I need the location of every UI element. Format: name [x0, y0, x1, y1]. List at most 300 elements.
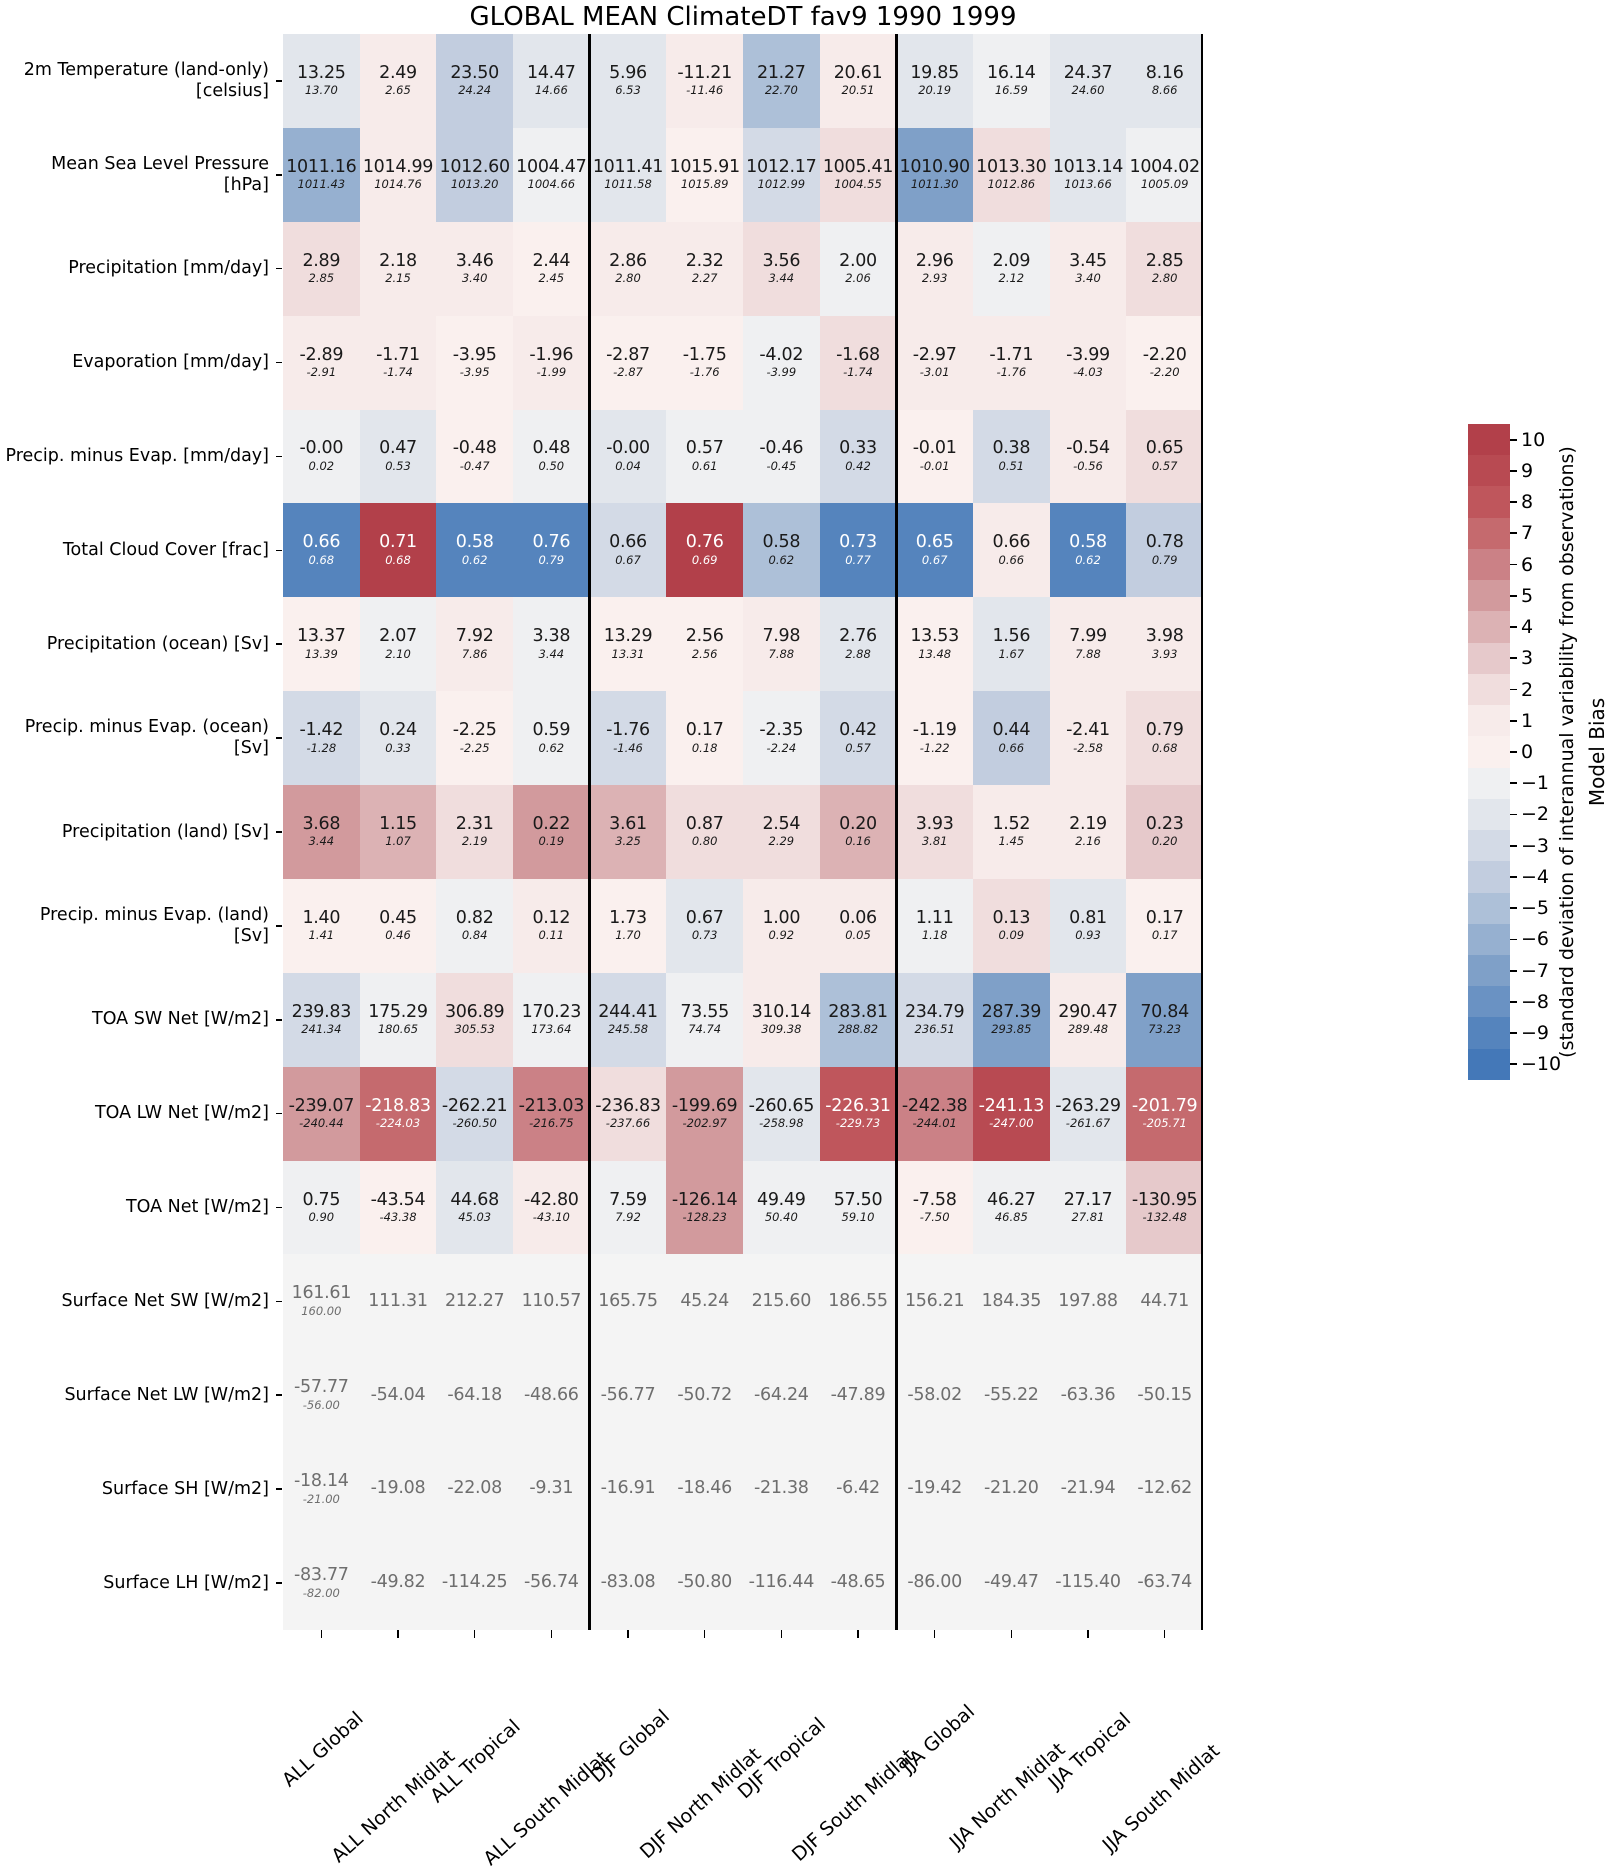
- cell-model-value: -130.95: [1131, 1189, 1198, 1210]
- cell-observation-value: -1.76: [996, 365, 1027, 380]
- cell-model-value: 0.58: [1069, 532, 1107, 553]
- colorbar-segment: [1468, 986, 1510, 1017]
- row-tick: [276, 503, 283, 597]
- cell-model-value: -50.80: [677, 1572, 732, 1593]
- x-tick: [781, 1630, 783, 1638]
- colorbar-tick-label: −10: [1521, 1053, 1562, 1076]
- heatmap-cell: [820, 1161, 897, 1255]
- cell-model-value: 0.87: [685, 813, 724, 834]
- heatmap-cell: [1126, 1348, 1203, 1442]
- row-label-line: Precip. minus Evap. [mm/day]: [5, 446, 269, 467]
- heatmap-cell: [743, 691, 820, 785]
- cell-observation-value: 0.84: [461, 928, 488, 943]
- cell-observation-value: -202.97: [682, 1116, 727, 1131]
- cell-observation-value: 3.44: [768, 271, 795, 286]
- heatmap-cell: [1126, 1254, 1203, 1348]
- heatmap-cell: [513, 1067, 590, 1161]
- cell-observation-value: 0.57: [1151, 458, 1178, 473]
- cell-model-value: 0.66: [609, 532, 647, 553]
- heatmap-cell: [360, 1348, 437, 1442]
- row-label-line: Surface Net LW [W/m2]: [64, 1384, 269, 1405]
- cell-model-value: -64.24: [754, 1384, 809, 1405]
- cell-model-value: 0.20: [839, 813, 877, 834]
- cell-observation-value: -56.00: [302, 1397, 340, 1412]
- heatmap-cell: [513, 1348, 590, 1442]
- cell-model-value: 1011.41: [592, 156, 664, 177]
- cell-model-value: -3.99: [1066, 344, 1110, 365]
- heatmap-cell: [666, 1254, 743, 1348]
- heatmap-cell: [896, 1536, 973, 1630]
- cell-observation-value: 0.50: [538, 458, 565, 473]
- heatmap-cell: [360, 34, 437, 128]
- heatmap-cell: [436, 1536, 513, 1630]
- colorbar-segment: [1468, 674, 1510, 705]
- cell-model-value: -63.36: [1060, 1384, 1116, 1405]
- heatmap-cell: [513, 316, 590, 410]
- colorbar-segment: [1468, 893, 1510, 924]
- cell-observation-value: 0.68: [308, 552, 335, 567]
- cell-observation-value: 6.53: [615, 83, 641, 98]
- cell-model-value: 1.52: [992, 813, 1031, 834]
- heatmap-cell: [360, 128, 437, 222]
- colorbar-tick: [1510, 1063, 1517, 1065]
- cell-observation-value: 309.38: [761, 1022, 802, 1037]
- cell-model-value: 2.32: [685, 250, 724, 271]
- row-label: [0, 1348, 276, 1442]
- heatmap-cell: [1126, 597, 1203, 691]
- heatmap-cell: [1050, 222, 1127, 316]
- heatmap-cell: [436, 222, 513, 316]
- colorbar-title: [1556, 424, 1609, 1080]
- heatmap-cell: [820, 410, 897, 504]
- cell-observation-value: 0.92: [768, 928, 795, 943]
- colorbar-segment: [1468, 424, 1510, 455]
- colorbar-tick-label: 3: [1521, 647, 1534, 670]
- colorbar-tick: [1510, 876, 1517, 878]
- cell-model-value: 0.33: [839, 438, 877, 459]
- cell-model-value: 0.78: [1145, 532, 1184, 553]
- heatmap-cell: [820, 34, 897, 128]
- cell-model-value: 234.79: [904, 1001, 965, 1022]
- row-tick: [276, 1442, 283, 1536]
- heatmap-cell: [973, 316, 1050, 410]
- heatmap-cell: [360, 316, 437, 410]
- x-tick: [551, 1630, 553, 1638]
- cell-model-value: 197.88: [1058, 1290, 1118, 1311]
- cell-observation-value: 0.33: [385, 740, 411, 755]
- heatmap-cell: [283, 785, 360, 879]
- heatmap-cell: [743, 973, 820, 1067]
- heatmap-cell: [283, 1161, 360, 1255]
- heatmap-cell: [283, 879, 360, 973]
- cell-model-value: -56.74: [524, 1572, 579, 1593]
- row-label-line: Precip. minus Evap. (land): [39, 905, 269, 926]
- cell-observation-value: -224.03: [375, 1116, 421, 1131]
- heatmap-cell: [743, 503, 820, 597]
- cell-observation-value: 16.59: [994, 83, 1028, 98]
- heatmap-cell: [820, 503, 897, 597]
- row-label: [0, 785, 276, 879]
- x-tick-marks: [283, 1630, 1203, 1638]
- heatmap-cell: [283, 973, 360, 1067]
- cell-model-value: -47.89: [830, 1384, 886, 1405]
- colorbar-tick: [1510, 626, 1517, 628]
- cell-model-value: 0.76: [532, 532, 571, 553]
- cell-model-value: 3.68: [302, 813, 341, 834]
- cell-observation-value: 8.66: [1151, 83, 1178, 98]
- cell-model-value: 20.61: [833, 62, 883, 83]
- row-tick: [276, 597, 283, 691]
- cell-model-value: 0.65: [915, 532, 954, 553]
- cell-observation-value: 3.40: [461, 271, 488, 286]
- cell-model-value: 46.27: [987, 1189, 1036, 1210]
- heatmap-cell: [283, 316, 360, 410]
- heatmap-cell: [820, 973, 897, 1067]
- cell-model-value: 244.41: [598, 1001, 658, 1022]
- cell-observation-value: 0.02: [308, 458, 335, 473]
- cell-observation-value: 2.19: [461, 834, 488, 849]
- row-tick: [276, 316, 283, 410]
- cell-observation-value: 1.18: [921, 928, 948, 943]
- heatmap-cell: [666, 1536, 743, 1630]
- cell-observation-value: 1.07: [385, 834, 411, 849]
- cell-model-value: 306.89: [444, 1001, 505, 1022]
- heatmap-cell: [1126, 410, 1203, 504]
- cell-model-value: -19.08: [370, 1478, 426, 1499]
- x-axis-label: JJA North Midlat: [945, 1738, 1070, 1854]
- cell-model-value: -226.31: [825, 1095, 891, 1116]
- cell-model-value: 0.76: [685, 532, 724, 553]
- row-label: [0, 34, 276, 128]
- cell-observation-value: -1.74: [383, 365, 413, 380]
- row-label: [0, 973, 276, 1067]
- cell-model-value: -7.58: [912, 1189, 957, 1210]
- cell-model-value: 2.00: [839, 250, 877, 271]
- x-axis-label: ALL Global: [278, 1707, 368, 1792]
- row-label: [0, 316, 276, 410]
- cell-model-value: -56.77: [600, 1384, 656, 1405]
- row-label: [0, 1442, 276, 1536]
- cell-observation-value: 160.00: [301, 1303, 342, 1318]
- heatmap-cell: [973, 691, 1050, 785]
- cell-model-value: 1012.60: [439, 156, 510, 177]
- cell-observation-value: 1013.66: [1064, 177, 1112, 192]
- cell-observation-value: 0.62: [1075, 552, 1101, 567]
- cell-model-value: 170.23: [521, 1001, 582, 1022]
- colorbar-tick-label: −3: [1521, 834, 1550, 857]
- heatmap-cell: [973, 597, 1050, 691]
- heatmap-cell: [360, 222, 437, 316]
- cell-observation-value: 0.80: [691, 834, 718, 849]
- cell-model-value: 0.73: [839, 532, 877, 553]
- colorbar-tick: [1510, 564, 1517, 566]
- cell-model-value: 165.75: [598, 1290, 658, 1311]
- heatmap-cell: [896, 973, 973, 1067]
- colorbar-tick: [1510, 470, 1517, 472]
- heatmap-cell: [896, 1067, 973, 1161]
- cell-model-value: -18.14: [294, 1471, 349, 1492]
- heatmap-cell: [1126, 973, 1203, 1067]
- colorbar-segment: [1468, 549, 1510, 580]
- heatmap-cell: [436, 691, 513, 785]
- colorbar-tick-label: −1: [1521, 772, 1550, 795]
- cell-model-value: 0.58: [762, 532, 801, 553]
- cell-observation-value: 0.62: [538, 740, 565, 755]
- heatmap-cell: [666, 128, 743, 222]
- cell-observation-value: 3.25: [615, 834, 641, 849]
- cell-observation-value: 2.27: [691, 271, 718, 286]
- x-tick: [474, 1630, 476, 1638]
- cell-model-value: -43.54: [370, 1189, 426, 1210]
- cell-observation-value: 2.15: [385, 271, 411, 286]
- heatmap-cell: [666, 973, 743, 1067]
- heatmap-cell: [590, 1442, 667, 1536]
- cell-observation-value: -0.45: [766, 458, 797, 473]
- cell-observation-value: 7.88: [768, 646, 795, 661]
- cell-observation-value: 45.03: [458, 1210, 492, 1225]
- colorbar-tick: [1510, 501, 1517, 503]
- heatmap-cell: [283, 222, 360, 316]
- x-axis-label: ALL North Midlat: [327, 1745, 460, 1868]
- x-axis-label: JJA Tropical: [1044, 1708, 1136, 1794]
- cell-model-value: 0.71: [379, 532, 417, 553]
- heatmap-cell: [436, 879, 513, 973]
- page-title: GLOBAL MEAN ClimateDT fav9 1990 1999: [469, 2, 1017, 32]
- heatmap-cell: [973, 34, 1050, 128]
- row-label-line: 2m Temperature (land-only): [23, 60, 269, 81]
- cell-model-value: 0.22: [532, 813, 571, 834]
- heatmap-cell: [820, 1348, 897, 1442]
- heatmap-cell: [360, 1067, 437, 1161]
- heatmap-cell: [896, 316, 973, 410]
- cell-model-value: 3.46: [455, 250, 494, 271]
- cell-model-value: 0.13: [992, 907, 1031, 928]
- heatmap-cell: [896, 128, 973, 222]
- heatmap-cell: [973, 503, 1050, 597]
- cell-observation-value: 0.90: [308, 1210, 335, 1225]
- heatmap-cell: [820, 128, 897, 222]
- colorbar-segment: [1468, 486, 1510, 517]
- cell-observation-value: 0.61: [691, 458, 718, 473]
- heatmap-cell: [820, 1067, 897, 1161]
- heatmap-cell: [1126, 1536, 1203, 1630]
- cell-model-value: 0.58: [455, 532, 494, 553]
- cell-model-value: -48.66: [524, 1384, 579, 1405]
- cell-model-value: 1015.91: [669, 156, 740, 177]
- cell-model-value: 156.21: [904, 1290, 965, 1311]
- heatmap-cell: [743, 785, 820, 879]
- cell-observation-value: 2.80: [615, 271, 641, 286]
- cell-model-value: 45.24: [680, 1290, 729, 1311]
- heatmap-cell: [666, 503, 743, 597]
- cell-observation-value: 3.40: [1075, 271, 1101, 286]
- row-label-line: Surface LH [W/m2]: [103, 1572, 269, 1593]
- cell-model-value: -0.54: [1066, 438, 1110, 459]
- cell-observation-value: 20.19: [918, 83, 952, 98]
- colorbar-tick-label: 0: [1521, 741, 1534, 763]
- heatmap-cell: [1050, 597, 1127, 691]
- cell-model-value: -263.29: [1055, 1095, 1121, 1116]
- cell-observation-value: 0.57: [845, 740, 871, 755]
- heatmap-cell: [360, 597, 437, 691]
- colorbar-tick-label: 8: [1521, 491, 1534, 514]
- heatmap-cell: [590, 1536, 667, 1630]
- heatmap-cell: [743, 316, 820, 410]
- heatmap-cell: [1050, 1536, 1127, 1630]
- cell-model-value: 27.17: [1063, 1189, 1113, 1210]
- heatmap-cell: [283, 34, 360, 128]
- heatmap-cell: [666, 34, 743, 128]
- cell-model-value: -1.71: [376, 344, 420, 365]
- cell-model-value: 0.81: [1069, 907, 1107, 928]
- colorbar-tick: [1510, 845, 1517, 847]
- cell-observation-value: 0.51: [998, 458, 1025, 473]
- cell-model-value: 1.40: [302, 907, 341, 928]
- cell-model-value: 1005.41: [822, 156, 894, 177]
- heatmap-cell: [896, 785, 973, 879]
- cell-model-value: -21.94: [1060, 1478, 1116, 1499]
- cell-observation-value: 2.80: [1151, 271, 1178, 286]
- heatmap-cell: [1050, 691, 1127, 785]
- heatmap-cell: [436, 410, 513, 504]
- row-tick: [276, 128, 283, 222]
- cell-model-value: 0.67: [685, 907, 724, 928]
- heatmap-cell: [820, 785, 897, 879]
- heatmap-cell: [743, 1442, 820, 1536]
- cell-observation-value: 2.45: [538, 271, 565, 286]
- cell-model-value: 24.37: [1063, 62, 1113, 83]
- heatmap-cell: [1050, 879, 1127, 973]
- cell-model-value: 3.61: [609, 813, 647, 834]
- cell-observation-value: -247.00: [989, 1116, 1034, 1131]
- x-axis-label: JJA South Midlat: [1098, 1739, 1224, 1857]
- heatmap-cell: [513, 1254, 590, 1348]
- row-tick: [276, 879, 283, 973]
- heatmap-cell: [513, 597, 590, 691]
- heatmap-cell: [666, 1442, 743, 1536]
- x-axis-label: ALL South Midlat: [479, 1746, 614, 1870]
- row-label-line: [hPa]: [223, 174, 269, 195]
- cell-observation-value: 50.40: [764, 1210, 798, 1225]
- cell-observation-value: 13.70: [304, 83, 338, 98]
- cell-observation-value: -1.46: [613, 740, 643, 755]
- colorbar-tick-label: −5: [1521, 897, 1550, 920]
- cell-model-value: -9.31: [529, 1478, 574, 1499]
- heatmap-cell: [283, 1067, 360, 1161]
- cell-observation-value: -11.46: [686, 83, 724, 98]
- cell-model-value: -19.42: [907, 1478, 962, 1499]
- cell-observation-value: 3.44: [538, 646, 565, 661]
- heatmap-cell: [743, 1348, 820, 1442]
- heatmap-cell: [360, 1442, 437, 1536]
- heatmap-cell: [896, 1442, 973, 1536]
- cell-model-value: 2.54: [762, 813, 801, 834]
- cell-observation-value: -43.38: [379, 1210, 417, 1225]
- heatmap-cell: [973, 1067, 1050, 1161]
- colorbar-tick: [1510, 689, 1517, 691]
- heatmap-cell: [360, 410, 437, 504]
- cell-observation-value: 73.23: [1148, 1022, 1182, 1037]
- cell-model-value: 2.18: [379, 250, 417, 271]
- cell-model-value: 16.14: [987, 62, 1036, 83]
- cell-model-value: -126.14: [671, 1189, 738, 1210]
- cell-model-value: 1013.30: [976, 156, 1047, 177]
- heatmap-cell: [590, 785, 667, 879]
- heatmap-cell: [436, 503, 513, 597]
- cell-observation-value: 0.18: [691, 740, 718, 755]
- cell-model-value: 0.75: [302, 1189, 341, 1210]
- heatmap-cell: [513, 128, 590, 222]
- cell-model-value: 2.56: [685, 626, 724, 647]
- row-tick: [276, 410, 283, 504]
- cell-model-value: -42.80: [524, 1189, 579, 1210]
- x-axis-label: DJF Global: [586, 1705, 674, 1788]
- cell-model-value: -1.19: [912, 720, 957, 741]
- heatmap-cell: [360, 785, 437, 879]
- heatmap-cell: [973, 222, 1050, 316]
- x-tick: [1087, 1630, 1089, 1638]
- heatmap-cell: [1050, 316, 1127, 410]
- cell-model-value: 0.47: [379, 438, 417, 459]
- heatmap-cell: [820, 1254, 897, 1348]
- heatmap-cell: [1126, 1161, 1203, 1255]
- x-axis-label: DJF North Midlat: [635, 1743, 766, 1864]
- cell-model-value: -114.25: [441, 1572, 508, 1593]
- cell-model-value: 0.48: [532, 438, 571, 459]
- row-label-line: Evaporation [mm/day]: [72, 352, 269, 373]
- cell-model-value: -2.41: [1066, 720, 1110, 741]
- heatmap-cell: [820, 691, 897, 785]
- cell-model-value: -262.21: [441, 1095, 508, 1116]
- heatmap-cell: [1126, 128, 1203, 222]
- row-label-line: Precip. minus Evap. (ocean): [24, 717, 269, 738]
- heatmap-cell: [590, 973, 667, 1067]
- cell-model-value: 2.31: [455, 813, 494, 834]
- cell-model-value: -2.20: [1142, 344, 1187, 365]
- cell-observation-value: 13.31: [611, 646, 645, 661]
- heatmap-cell: [973, 1536, 1050, 1630]
- heatmap-cell: [666, 410, 743, 504]
- heatmap-cell: [743, 34, 820, 128]
- cell-observation-value: -244.01: [912, 1116, 957, 1131]
- cell-model-value: -0.01: [912, 438, 957, 459]
- cell-model-value: 0.17: [1145, 907, 1184, 928]
- row-label-column: [0, 34, 276, 1630]
- cell-model-value: -58.02: [907, 1384, 962, 1405]
- heatmap-cell: [1126, 1067, 1203, 1161]
- row-label-line: TOA SW Net [W/m2]: [92, 1009, 269, 1030]
- cell-model-value: 3.56: [762, 250, 801, 271]
- heatmap-cell: [590, 597, 667, 691]
- cell-observation-value: 7.86: [461, 646, 488, 661]
- cell-model-value: -116.44: [748, 1572, 815, 1593]
- cell-observation-value: 0.66: [998, 552, 1025, 567]
- heatmap-cell: [1126, 1442, 1203, 1536]
- cell-model-value: 2.86: [609, 250, 647, 271]
- cell-observation-value: -0.47: [459, 458, 490, 473]
- heatmap-cell: [896, 34, 973, 128]
- heatmap-cell: [283, 1348, 360, 1442]
- heatmap-cell: [1050, 128, 1127, 222]
- cell-model-value: 14.47: [527, 62, 576, 83]
- cell-model-value: -199.69: [671, 1095, 738, 1116]
- cell-observation-value: 2.29: [768, 834, 795, 849]
- heatmap-cell: [436, 34, 513, 128]
- heatmap-cell: [1050, 973, 1127, 1067]
- cell-model-value: 0.66: [992, 532, 1031, 553]
- cell-observation-value: -2.25: [459, 740, 490, 755]
- heatmap-cell: [973, 785, 1050, 879]
